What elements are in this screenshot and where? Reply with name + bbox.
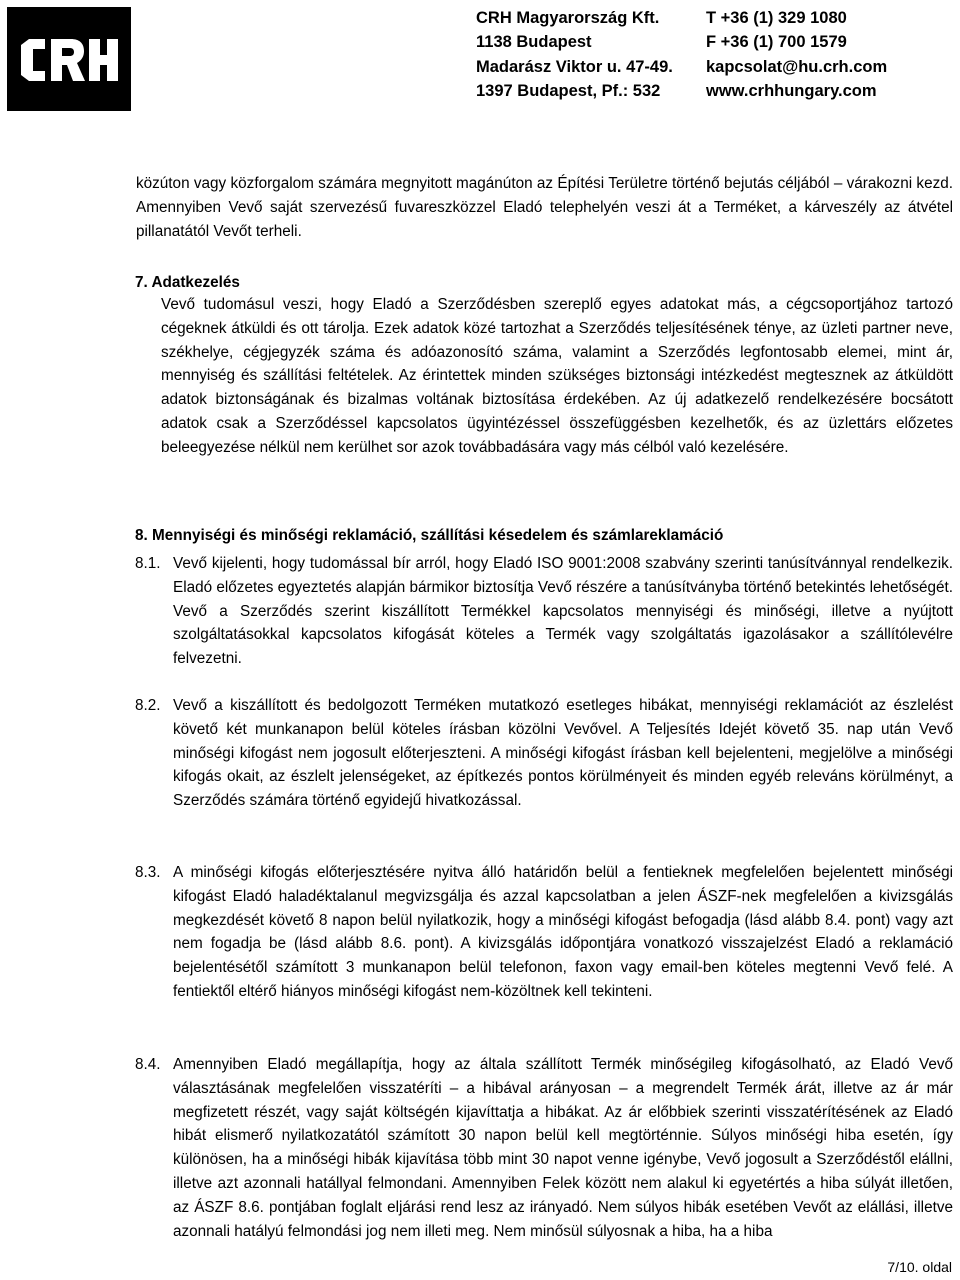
crh-logo — [7, 7, 131, 111]
section-7-body: Vevő tudomásul veszi, hogy Eladó a Szerződésben szereplő egyes adatokat más, a cégcsoportjához tartozó cégeknek átküldi és ott tárolja. Ezek adatok közé tartozhat a Szerződés teljesítésének ténye, az üzleti partner neve, székhelye, cégjegyzék száma és adóazonosító száma, valamint a Szerződés legfontosabb elemei, mint ár, mennyiség és szállítási feltételek. Az érintettek minden szükséges biztonsági intézkedést megtesznek az átküldött adatok biztonságának és bizalmas voltának biztosítása érdekében. Az új adatkezelő rendelkezésére bocsátott adatok csak a Szerződéssel kapcsolatos ügyintézéssel összefüggésben kezelhetők, és az üzlettárs előzetes beleegyezése nélkül nem kerülhet sor azok továbbadására vagy más célból való kezelésére. — [161, 296, 953, 456]
website-url: www.crhhungary.com — [706, 81, 877, 100]
address-line2: Madarász Viktor u. 47-49. — [476, 57, 673, 76]
header-contact-block — [706, 6, 887, 103]
email-address: kapcsolat@hu.crh.com — [706, 57, 888, 76]
crh-logo-mark — [7, 7, 131, 111]
clause-text: Amennyiben Eladó megállapítja, hogy az általa szállított Termék minőségileg kifogásolható, az Eladó Vevő választásának megfelelően visszatéríti – a hibával arányosan – a megrendelt Termék árát, illetve az ár már megfizetett részét, vagy saját költségén kijavíttatja a hibákat. Az ár előbbiek szerinti visszatérítésének az Eladó hibát elismerő nyilatkozatától számított 30 napon belül kell megtörténnie. Súlyos minőségi hiba esetén, így különösen, ha a minőségi hibák kijavítása több mint 30 napot venne igénybe, Vevő jogosult a Szerződéstől elállni, illetve azt azonnali hatállyal felmondani. Amennyiben Felek között nem alakul ki egyetértés a hiba súlyát illetően, az ÁSZF 8.6. pontjában foglalt eljárási rend lesz az irányadó. Nem súlyos hibák esetében Vevőt az elállási, illetve azonnali hatályú felmondási jog nem illeti meg. Nem minősül súlyosnak a hiba, ha a hiba — [173, 1056, 953, 1240]
phone-number: T +36 (1) 329 1080 — [706, 9, 847, 27]
fax-number: F +36 (1) 700 1579 — [706, 33, 847, 52]
page-number: 7/10. oldal — [887, 1259, 952, 1275]
clause-number: 8.4. — [135, 1056, 161, 1073]
section-7-title: 7. Adatkezelés — [135, 274, 240, 291]
clause-number: 8.3. — [135, 864, 161, 881]
clause-text: A minőségi kifogás előterjesztésére nyitva álló határidőn belül a fentieknek megfelelően bejelentett minőségi kifogást Eladó haladéktalanul megvizsgálja és azzal kapcsolatban a jelen ÁSZF-nek megfelelően a kivizsgálás megkezdését követő 8 napon belül nyilatkozik, hogy a minőségi kifogást befogadja (lásd alább 8.4. pont) vagy azt nem fogadja be (lásd alább 8.6. pont). A kivizsgálás időpontjára vonatkozó visszajelzést Eladó a reklamáció bejelentésétől számított 3 munkanapon belül telefonon, faxon vagy email-ben köteles megtenni Vevő felé. A fentiektől eltérő hiányos minőségi kifogást nem-közöltnek kell tekinteni. — [173, 864, 953, 1000]
address-line1: 1138 Budapest — [476, 33, 592, 52]
clause-number: 8.2. — [135, 697, 161, 714]
address-line3: 1397 Budapest, Pf.: 532 — [476, 81, 661, 100]
clause-text: Vevő a kiszállított és bedolgozott Terméken mutatkozó esetleges hibákat, mennyiségi reklamációt az észlelést követő két munkanapon belül köteles írásban közölni Vevővel. A Teljesítés Idejét követő 35. nap után Vevő minőségi kifogást nem jogosult előterjeszteni. A minőségi kifogást írásban kell bejelenteni, megjelölve a minőségi kifogás okait, az észlelt jelenségeket, az építkezés pontos körülményeit és minden egyéb releváns körülményt, a Szerződés számára történő egyidejű hivatkozással. — [173, 697, 953, 810]
clause-number: 8.1. — [135, 555, 161, 572]
section-8-title: 8. Mennyiségi és minőségi reklamáció, szállítási késedelem és számlareklamáció — [135, 527, 724, 544]
company-name: CRH Magyarország Kft. — [476, 9, 660, 27]
header-company-block — [476, 6, 673, 103]
intro-paragraph: közúton vagy közforgalom számára megnyitott magánúton az Építési Területre történő bejutás céljából – várakozni kezd. Amennyiben Vevő saját szervezésű fuvareszközzel Eladó telephelyén veszi át a Terméket, a kárveszély az átvétel pillanatától Vevőt terheli. — [136, 175, 953, 240]
clause-text: Vevő kijelenti, hogy tudomással bír arról, hogy Eladó ISO 9001:2008 szabvány szerinti tanúsítvánnyal rendelkezik. Eladó előzetes egyeztetés alapján bármikor biztosítja Vevő részére a tanúsítványba történő betekintés lehetőségét. Vevő a Szerződés szerint kiszállított Termékkel kapcsolatos mennyiségi és minőségi, illetve a nyújtott szolgáltatásokkal kapcsolatos kifogását köteles a Termék vagy szolgáltatás igazolásakor a szállítólevélre felvezetni. — [173, 555, 953, 668]
